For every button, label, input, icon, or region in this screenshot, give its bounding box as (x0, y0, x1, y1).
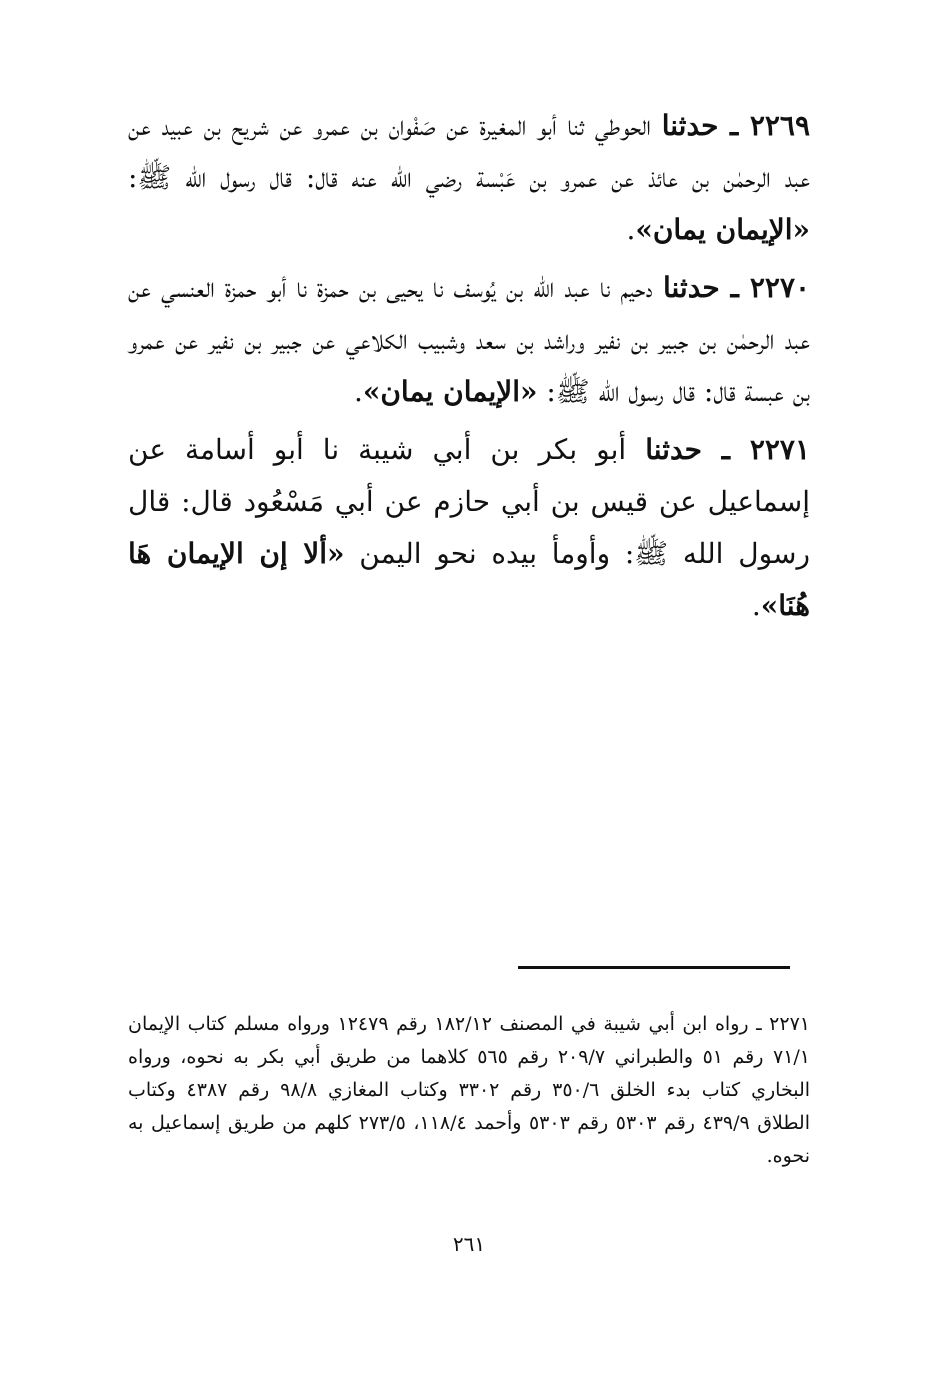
hadith-body: أبو بكر بن أبي شيبة نا أبو أسامة عن إسماعيل عن قيس بن أبي حازم عن أبي مَسْعُود قال: قال رسول الله ﷺ: وأومأ بيده نحو اليمن (128, 433, 811, 570)
footnote-number: ٢٢٧١ (769, 1013, 810, 1035)
hadith-quote: «ألا إن الإيمان هَا هُنَا» (128, 537, 810, 622)
footnote (128, 1008, 810, 1173)
footnote-divider (518, 966, 790, 969)
hadith-lead-word: حدثنا (662, 271, 720, 304)
hadith-end: . (626, 213, 636, 246)
hadith-separator: ـ (701, 433, 750, 466)
hadith-number: ٢٢٦٩ (749, 109, 810, 142)
hadith-body: الحوطي ثنا أبو المغيرة عن صَفْوان بن عمرو عن شريح بن عبيد عن عبد الرحمٰن بن عائذ عن عمرو بن عَبْسة رضي الله عنه قال: قال رسول الله ﷺ: (128, 109, 810, 194)
hadith-2269 (128, 100, 810, 256)
hadith-2270 (128, 262, 810, 418)
hadith-quote: «الإيمان يمان» (362, 375, 538, 408)
main-text-block (128, 100, 810, 638)
hadith-end: . (353, 375, 363, 408)
hadith-separator: ـ (719, 271, 750, 304)
hadith-end: . (751, 589, 761, 622)
hadith-number: ٢٢٧٠ (749, 271, 811, 304)
hadith-lead-word: حدثنا (661, 109, 719, 142)
hadith-2271 (128, 424, 810, 632)
hadith-body: دحيم نا عبد الله بن يُوسف نا يحيى بن حمزة نا أبو حمزة العنسي عن عبد الرحمٰن بن جبير بن نفير وراشد بن سعد وشبيب الكلاعي عن جبير بن نفير عن عمرو بن عبسة قال: قال رسول الله ﷺ: (128, 271, 810, 408)
hadith-quote: «الإيمان يمان» (635, 213, 810, 246)
hadith-lead-word: حدثنا (645, 433, 702, 466)
hadith-number: ٢٢٧١ (749, 433, 810, 466)
hadith-separator: ـ (718, 109, 750, 142)
footnote-text: ـ رواه ابن أبي شيبة في المصنف ١٨٢/١٢ رقم ١٢٤٧٩ ورواه مسلم كتاب الإيمان ٧١/١ رقم ٥١ والطبراني ٢٠٩/٧ رقم ٥٦٥ كلاهما من طريق أبي بكر به نحوه، ورواه البخاري كتاب بدء الخلق ٣٥٠/٦ رقم ٣٣٠٢ وكتاب المغازي ٩٨/٨ رقم ٤٣٨٧ وكتاب الطلاق ٤٣٩/٩ رقم ٥٣٠٣ رقم ٥٣٠٣ وأحمد ١١٨/٤، ٢٧٣/٥ كلهم من طريق إسماعيل به نحوه. (128, 1013, 811, 1167)
page-number: ٢٦١ (452, 1232, 486, 1256)
